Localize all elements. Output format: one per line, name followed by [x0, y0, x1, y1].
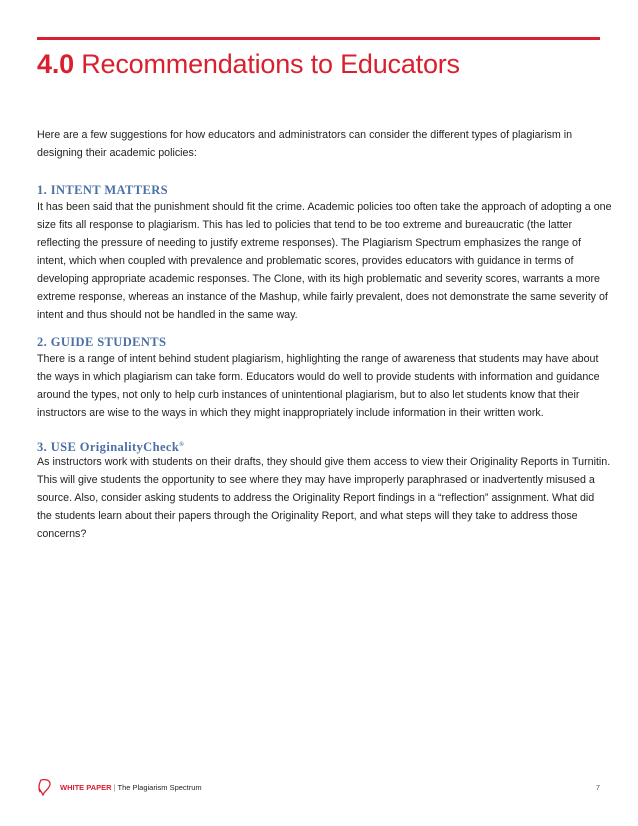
header-rule [37, 37, 600, 40]
page-number: 7 [595, 783, 600, 792]
paragraph-intent-matters: It has been said that the punishment should fit the crime. Academic policies too often take the approach of adopting a one size fits all response to plagiarism. This has led to policies that tend to be too extreme and bureaucratic (the latter reflecting the pressure of needing to justify extreme responses). The Plagiarism Spectrum emphasizes the range of intent, which when coupled with prevalence and problematic scores, provides educators with guidance in terms of developing appropriate academic responses. The Clone, with its high problematic and severity scores, warrants a more extreme response, whereas an instance of the Mashup, while fairly prevalent, does not demonstrate the same severity of intent and thus should not be handled in the same way. [37, 201, 612, 321]
intro-paragraph: Here are a few suggestions for how educators and administrators can consider the different types of plagiarism in designing their academic policies: [37, 129, 573, 159]
paragraph-use-originalitycheck: As instructors work with students on their drafts, they should give them access to view their Originality Reports in Turnitin. This will give students the opportunity to see where they may have improperly paraphrased or inadvertently misused a source. Also, consider asking students to address the Originality Report findings in a “reflection” assignment. What did the students learn about their papers through the Originality Report, and what steps will they take to address those concerns? [37, 456, 611, 540]
footer-text [60, 783, 202, 793]
section-title: Recommendations to Educators [81, 49, 460, 79]
paragraph-guide-students: There is a range of intent behind student plagiarism, highlighting the range of awareness that students may have about the ways in which plagiarism can take form. Educators would do well to provide students with information and guidance around the types, not only to help curb instances of unintentional plagiarism, but to also let students know that their instructors are wise to the ways in which they might inappropriately include information in their written work. [37, 353, 600, 419]
heading-intent-matters: 1. INTENT MATTERS [37, 183, 169, 197]
footer-doc-title: The Plagiarism Spectrum [117, 783, 202, 792]
page-title [37, 46, 600, 82]
registered-mark: ® [179, 442, 184, 448]
page-footer [37, 778, 600, 798]
heading-use-originalitycheck-text: 3. USE OriginalityCheck [37, 440, 180, 455]
footer-separator: | [113, 783, 116, 792]
heading-guide-students: 2. GUIDE STUDENTS [37, 335, 167, 349]
section-number: 4.0 [37, 49, 74, 79]
footer-label: WHITE PAPER [60, 783, 112, 792]
turnitin-logo-icon [37, 778, 53, 796]
